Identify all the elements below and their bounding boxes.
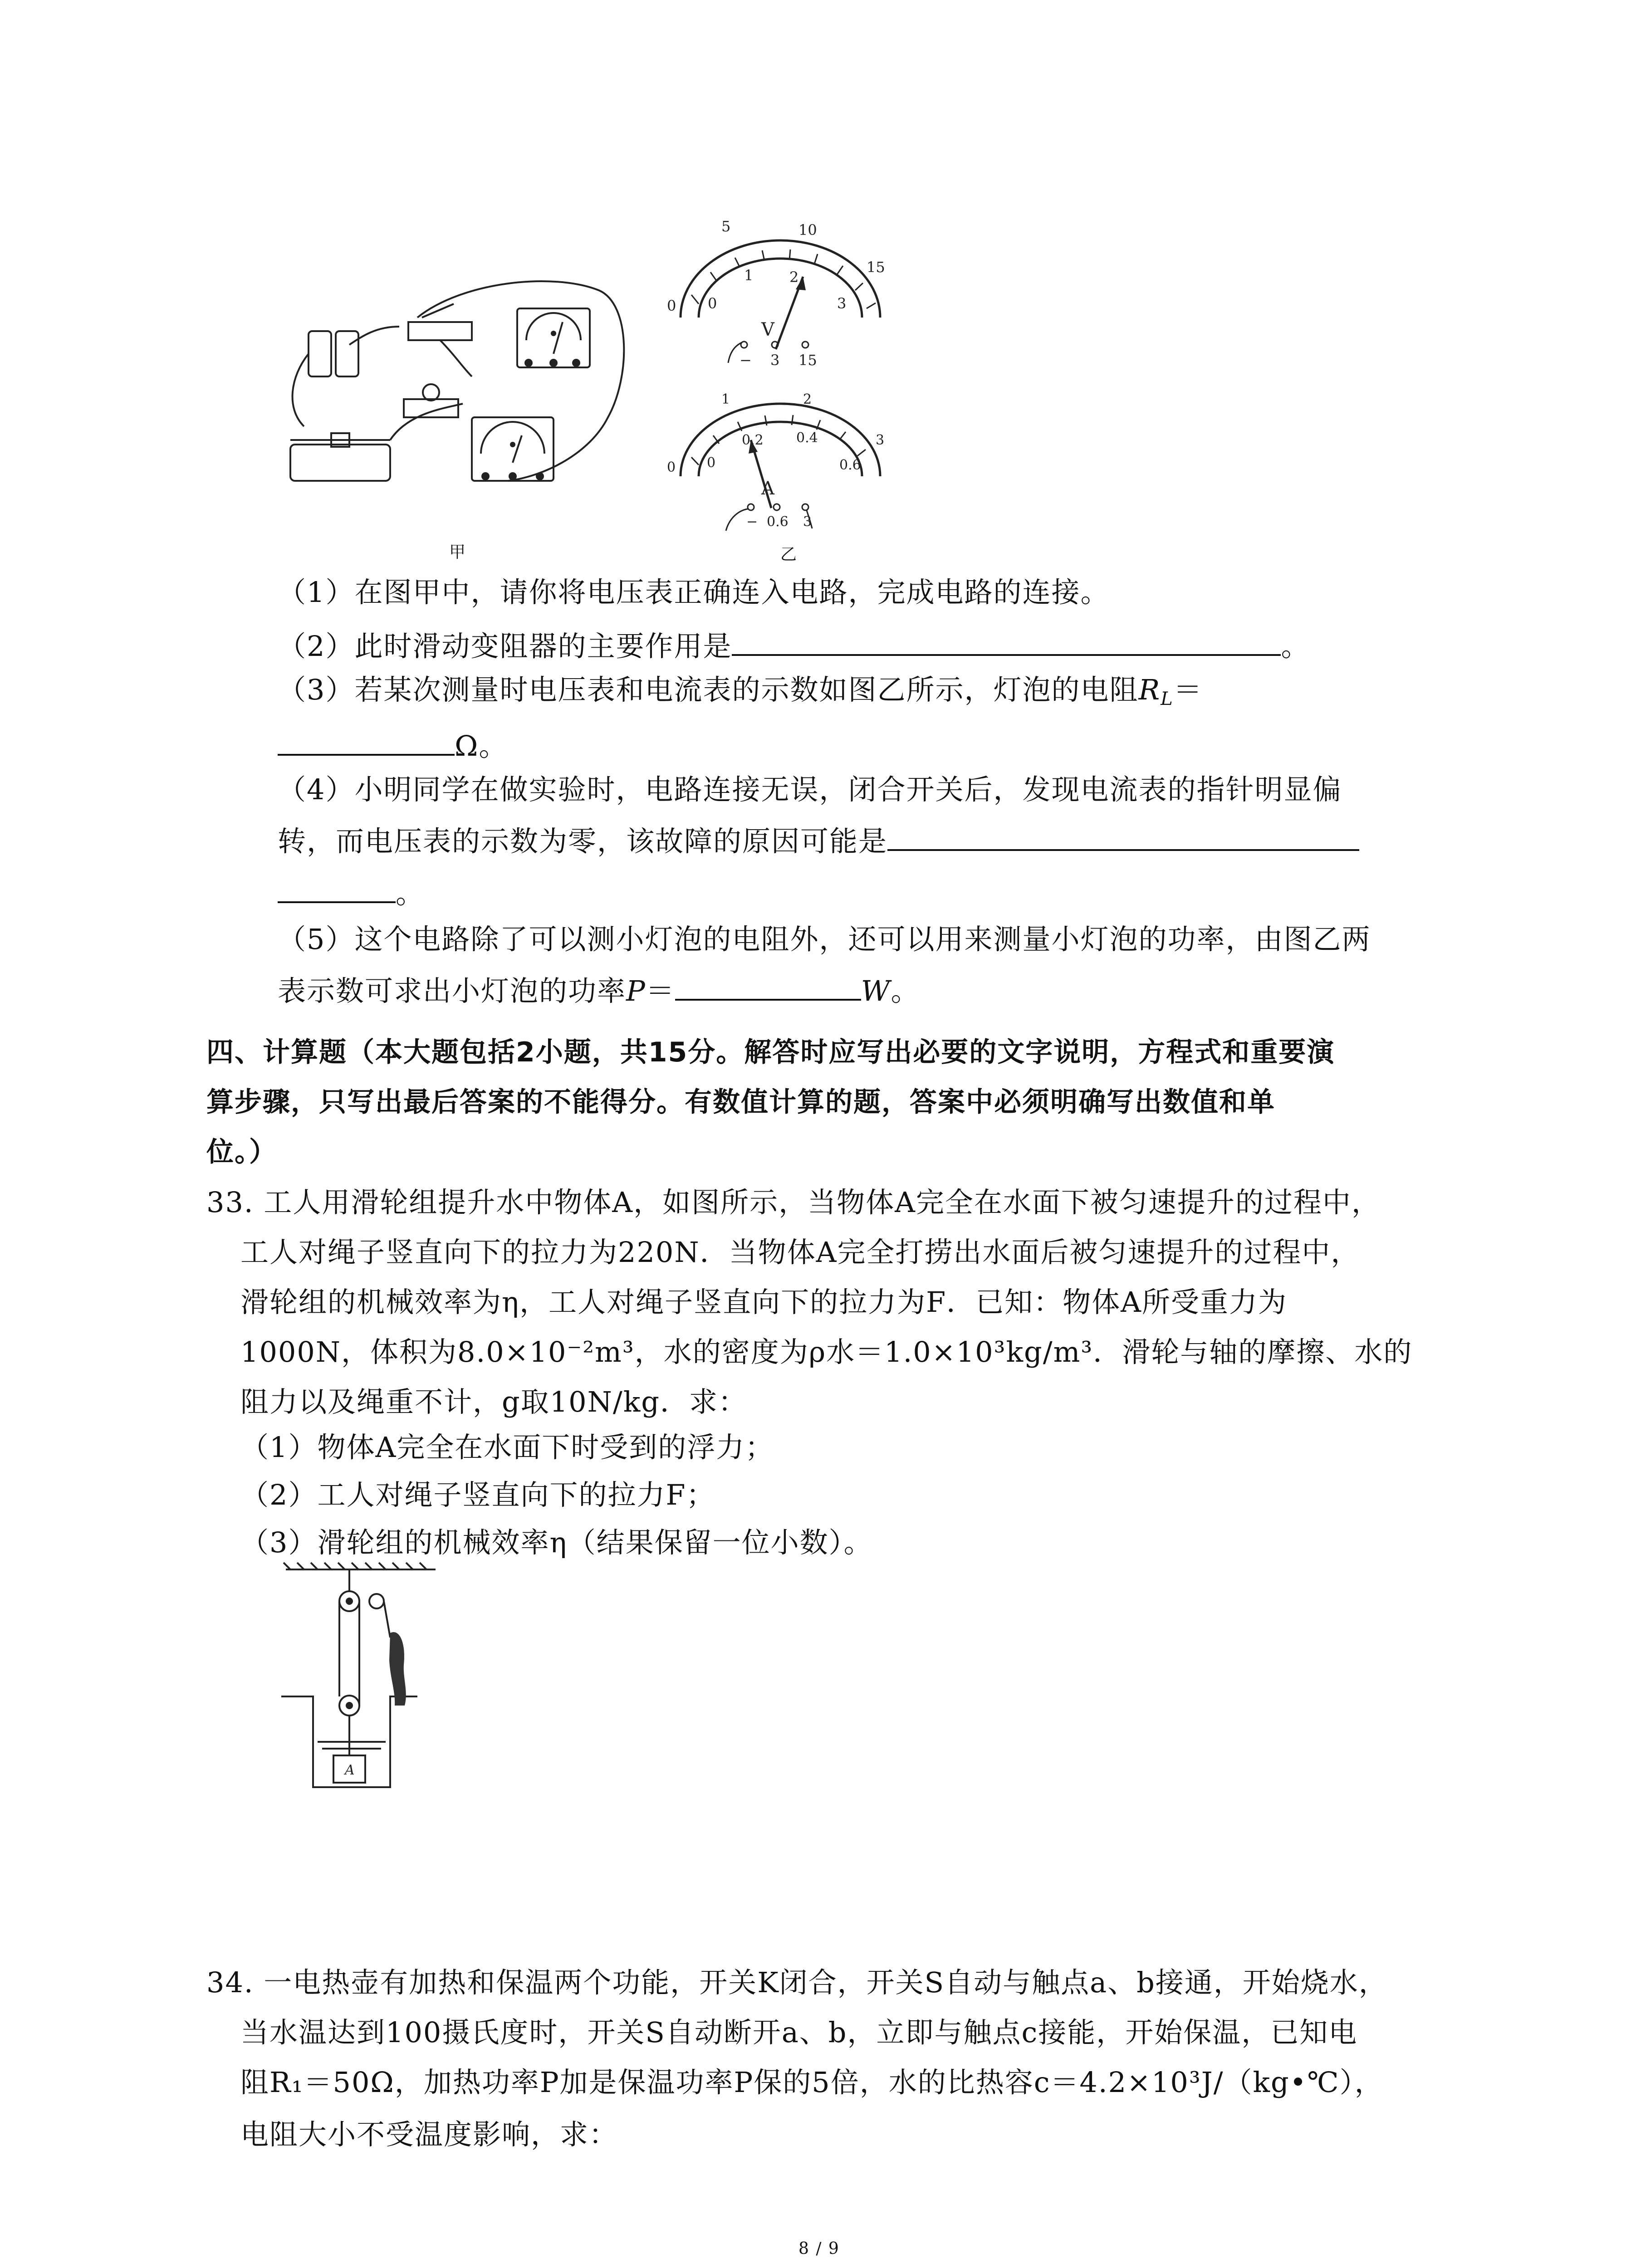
q32-part3-text: （3）若某次测量时电压表和电流表的示数如图乙所示，灯泡的电阻 [278, 673, 1139, 706]
q32-part3-sub: L [1161, 689, 1174, 709]
q33-line5: 阻力以及绳重不计，g取10N/kg．求： [240, 1385, 747, 1418]
q34-line1: 34. 一电热壶有加热和保温两个功能，开关K闭合，开关S自动与触点a、b接通，开始烧水， [206, 1966, 1388, 1999]
amp-terminal-neg: − [746, 514, 758, 530]
section4-heading-line2: 算步骤，只写出最后答案的不能得分。有数值计算的题，答案中必须明确写出数值和单 [206, 1086, 1275, 1118]
object-a-label: A [345, 1762, 355, 1778]
q32-part3 [278, 673, 1203, 709]
q32-part5-eq: ＝ [646, 974, 675, 1007]
q33-sub1: （1）物体A完全在水面下时受到的浮力； [240, 1431, 774, 1464]
volt-inner-1: 1 [744, 267, 754, 284]
pulley-figure [281, 1560, 445, 1796]
q33-line1: 33. 工人用滑轮组提升水中物体A，如图所示，当物体A完全在水面下被匀速提升的过程中， [206, 1186, 1381, 1219]
q32-part2-text: （2）此时滑动变阻器的主要作用是 [278, 630, 732, 663]
volt-tick-0: 0 [667, 297, 676, 314]
q32-part5-unit: W [861, 974, 891, 1007]
q32-part5-var: P [626, 974, 646, 1007]
volt-terminal-3: 3 [770, 352, 780, 369]
q32-part5-line2 [278, 975, 920, 1005]
q34-line4: 电阻大小不受温度影响，求： [240, 2118, 618, 2151]
volt-tick-15: 15 [867, 259, 885, 276]
q32-part2-end: 。 [1281, 630, 1310, 663]
q33-line4: 1000N，体积为8.0×10⁻²m³，水的密度为ρ水＝1.0×10³kg/m³．滑轮与轴的摩擦、水的 [240, 1335, 1413, 1369]
q32-part5-text: 表示数可求出小灯泡的功率 [278, 974, 627, 1007]
q33-line3: 滑轮组的机械效率为η，工人对绳子竖直向下的拉力为F．已知：物体A所受重力为 [240, 1286, 1287, 1319]
q32-part5-line1: （5）这个电路除了可以测小灯泡的电阻外，还可以用来测量小灯泡的功率，由图乙两 [278, 923, 1371, 956]
amp-tick-2: 2 [803, 391, 812, 407]
amp-tick-3: 3 [876, 432, 885, 448]
q32-part3-unit: Ω。 [455, 729, 508, 763]
volt-terminal-neg: − [740, 352, 752, 369]
q33-sub3: （3）滑轮组的机械效率η（结果保留一位小数）。 [240, 1526, 873, 1559]
volt-tick-5: 5 [721, 218, 731, 235]
q32-part4-blank[interactable] [887, 826, 1359, 851]
section4-heading-line3: 位。） [206, 1136, 277, 1168]
q33-sub2: （2）工人对绳子竖直向下的拉力F； [240, 1478, 715, 1511]
page-number: 8 / 9 [798, 2239, 840, 2258]
ammeter-label: A [761, 478, 774, 499]
amp-tick-1: 1 [721, 391, 730, 407]
q32-part2-blank[interactable] [732, 631, 1281, 656]
q32-part3-eq: ＝ [1173, 673, 1203, 706]
q32-part4-end: 。 [396, 877, 425, 910]
amp-inner-04: 0.4 [796, 430, 818, 446]
circuit-figure-jia [272, 263, 635, 499]
q32-part4-line3 [278, 878, 425, 908]
volt-terminal-15: 15 [798, 352, 817, 369]
q32-part2 [278, 630, 1310, 663]
q32-part4-line2 [278, 825, 1359, 858]
q32-part3-answer [278, 729, 508, 763]
q32-part3-var: R [1138, 673, 1161, 706]
amp-inner-06: 0.6 [839, 457, 861, 473]
amp-terminal-3: 3 [803, 514, 812, 530]
q32-part3-blank[interactable] [278, 730, 455, 756]
figure-jia-caption: 甲 [449, 543, 467, 562]
q32-part4-text: 转，而电压表的示数为零，该故障的原因可能是 [278, 825, 888, 858]
q33-line2: 工人对绳子竖直向下的拉力为220N．当物体A完全打捞出水面后被匀速提升的过程中， [240, 1236, 1360, 1269]
q34-line2: 当水温达到100摄氏度时，开关S自动断开a、b，立即与触点c接能，开始保温，已知电 [240, 2016, 1358, 2049]
figure-yi-caption: 乙 [780, 545, 798, 564]
voltmeter-dial [653, 213, 907, 376]
ammeter-dial [653, 386, 907, 540]
amp-terminal-06: 0.6 [767, 514, 789, 530]
volt-inner-2: 2 [789, 269, 799, 286]
amp-tick-0: 0 [667, 459, 676, 475]
voltmeter-label: V [761, 319, 774, 340]
q32-part4-blank2[interactable] [278, 878, 396, 903]
q32-part4-line1: （4）小明同学在做实验时，电路连接无误，闭合开关后，发现电流表的指针明显偏 [278, 773, 1342, 806]
volt-tick-10: 10 [798, 221, 817, 239]
section4-heading-line1: 四、计算题（本大题包括2小题，共15分。解答时应写出必要的文字说明，方程式和重要演 [206, 1036, 1335, 1068]
q34-line3: 阻R₁＝50Ω，加热功率P加是保温功率P保的5倍，水的比热容c＝4.2×10³J/（kg•℃）， [240, 2066, 1384, 2099]
volt-inner-3: 3 [837, 295, 847, 312]
volt-inner-0: 0 [708, 295, 717, 312]
amp-inner-02: 0.2 [742, 432, 764, 448]
q32-part5-end: 。 [891, 974, 920, 1007]
q32-part5-blank[interactable] [675, 975, 861, 1001]
q32-part1: （1）在图甲中，请你将电压表正确连入电路，完成电路的连接。 [278, 576, 1110, 609]
amp-inner-0: 0 [707, 455, 716, 471]
